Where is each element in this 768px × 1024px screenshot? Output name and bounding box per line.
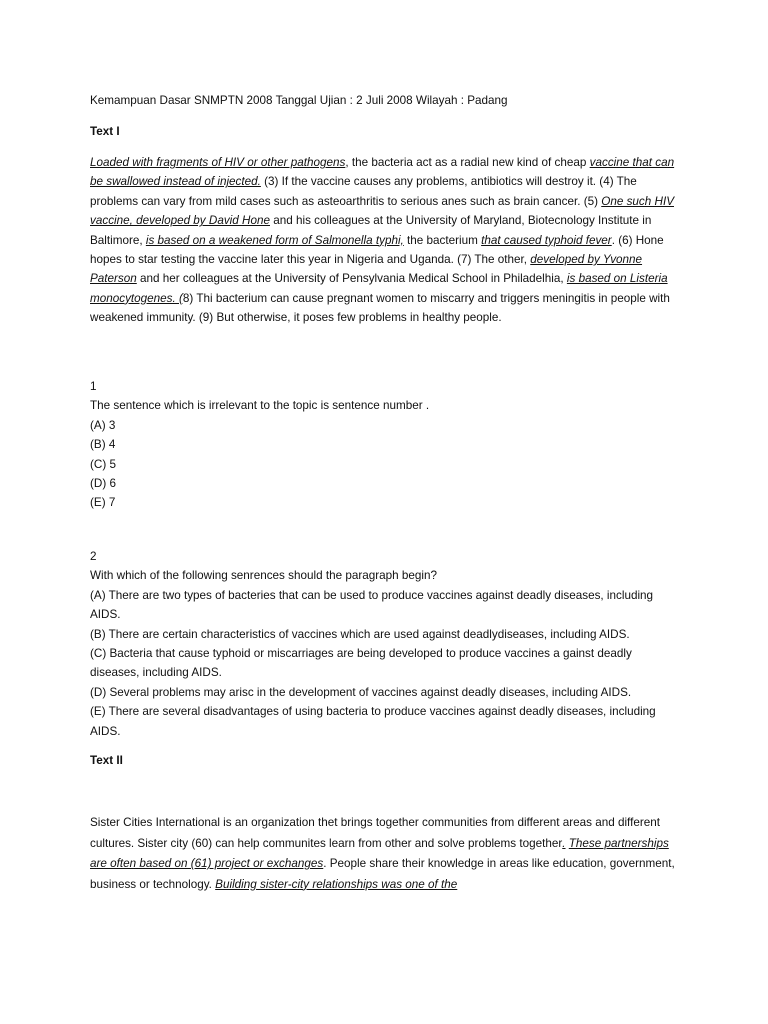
question-1-prompt: The sentence which is irrelevant to the topic is sentence number . bbox=[90, 399, 430, 413]
question-2-number: 2 bbox=[90, 550, 97, 563]
text1-underlined-phrase: vaccine that can be swallowed instead of injected. bbox=[90, 156, 675, 189]
text1-label: Text I bbox=[90, 125, 120, 138]
question-1-option-b: (B) 4 bbox=[90, 438, 116, 452]
text1-text-segment: , the bacteria act as a radial new kind of cheap bbox=[345, 156, 590, 169]
question-2-option-b: (B) There are certain characteristics of vaccines which are used against deadlydiseases, including AIDS. bbox=[90, 627, 630, 641]
text1-underlined-phrase: One such HIV vaccine, developed by David Hone bbox=[90, 194, 674, 228]
question-1-option-e: (E) 7 bbox=[90, 496, 116, 510]
text1-underlined-phrase: Loaded with fragments of HIV or other pathogens bbox=[90, 156, 346, 169]
document-heading: Kemampuan Dasar SNMPTN 2008 Tanggal Ujian : 2 Juli 2008 Wilayah : Padang bbox=[90, 94, 508, 107]
text2-underlined-phrase: Building sister-city relationships was one of the bbox=[215, 877, 458, 891]
question-1-option-c: (C) 5 bbox=[90, 457, 116, 471]
text1-paragraph bbox=[90, 153, 675, 328]
text1-underlined-phrase: developed by Yvonne Paterson bbox=[90, 253, 643, 286]
text1-underlined-phrase: is based on a weakened form of Salmonella typhi, bbox=[145, 233, 404, 247]
text2-underlined-phrase: These partnerships are often based on (61) project or exchanges bbox=[90, 836, 669, 871]
text1-text-segment: . (6) Hone hopes to star testing the vaccine later this year in Nigeria and Uganda. (7) The other, bbox=[90, 233, 664, 267]
text2-text-segment: . People share their knowledge in areas like education, government, business or technology. bbox=[90, 857, 675, 891]
question-1-option-a: (A) 3 bbox=[90, 418, 116, 432]
text1-text-segment: the bacterium bbox=[403, 233, 482, 247]
question-1-number: 1 bbox=[90, 380, 97, 393]
text1-underlined-phrase: that caused typhoid fever bbox=[481, 233, 612, 247]
question-1 bbox=[90, 377, 675, 513]
text2-underlined-phrase: . bbox=[562, 836, 566, 850]
text1-underlined-phrase: is based on Listeria monocytogenes. ( bbox=[90, 272, 668, 305]
question-2-option-e: (E) There are several disadvantages of using bacteria to produce vaccines against deadly diseases, including AIDS. bbox=[90, 705, 656, 738]
text2-paragraph bbox=[90, 813, 675, 895]
question-1-option-d: (D) 6 bbox=[90, 477, 116, 491]
text2-text-segment: Sister Cities International is an organization thet brings together communities from different areas and different cultures. Sister city (60) can help communites learn from other and solve problems together bbox=[90, 816, 660, 850]
text1-text-segment: and her colleagues at the University of Pensylvania Medical School in Philadelhia, bbox=[136, 272, 567, 286]
text1-text-segment: 8) Thi bacterium can cause pregnant women to miscarry and triggers meningitis in people with weakened immunity. (9) But otherwise, it poses few problems in healthy people. bbox=[90, 291, 670, 325]
text1-text-segment: and his colleagues at the University of Maryland, Biotecnology Institute in Baltimore, bbox=[90, 214, 652, 247]
question-2 bbox=[90, 547, 675, 741]
question-2-prompt: With which of the following senrences should the paragraph begin? bbox=[90, 569, 437, 583]
question-2-option-d: (D) Several problems may arisc in the development of vaccines against deadly diseases, including AIDS. bbox=[90, 685, 632, 699]
text2-label: Text II bbox=[90, 754, 123, 767]
question-2-option-a: (A) There are two types of bacteries that can be used to produce vaccines against deadly diseases, including AIDS. bbox=[90, 588, 654, 622]
text1-text-segment: (3) If the vaccine causes any problems, antibiotics will destroy it. (4) The problems can vary from mild cases such as asteoarthritis to serious anes such as brain cancer. (5) bbox=[90, 175, 637, 208]
question-2-option-c: (C) Bacteria that cause typhoid or miscarriages are being developed to produce vaccines a gainst deadly diseases, including AIDS. bbox=[90, 647, 632, 680]
